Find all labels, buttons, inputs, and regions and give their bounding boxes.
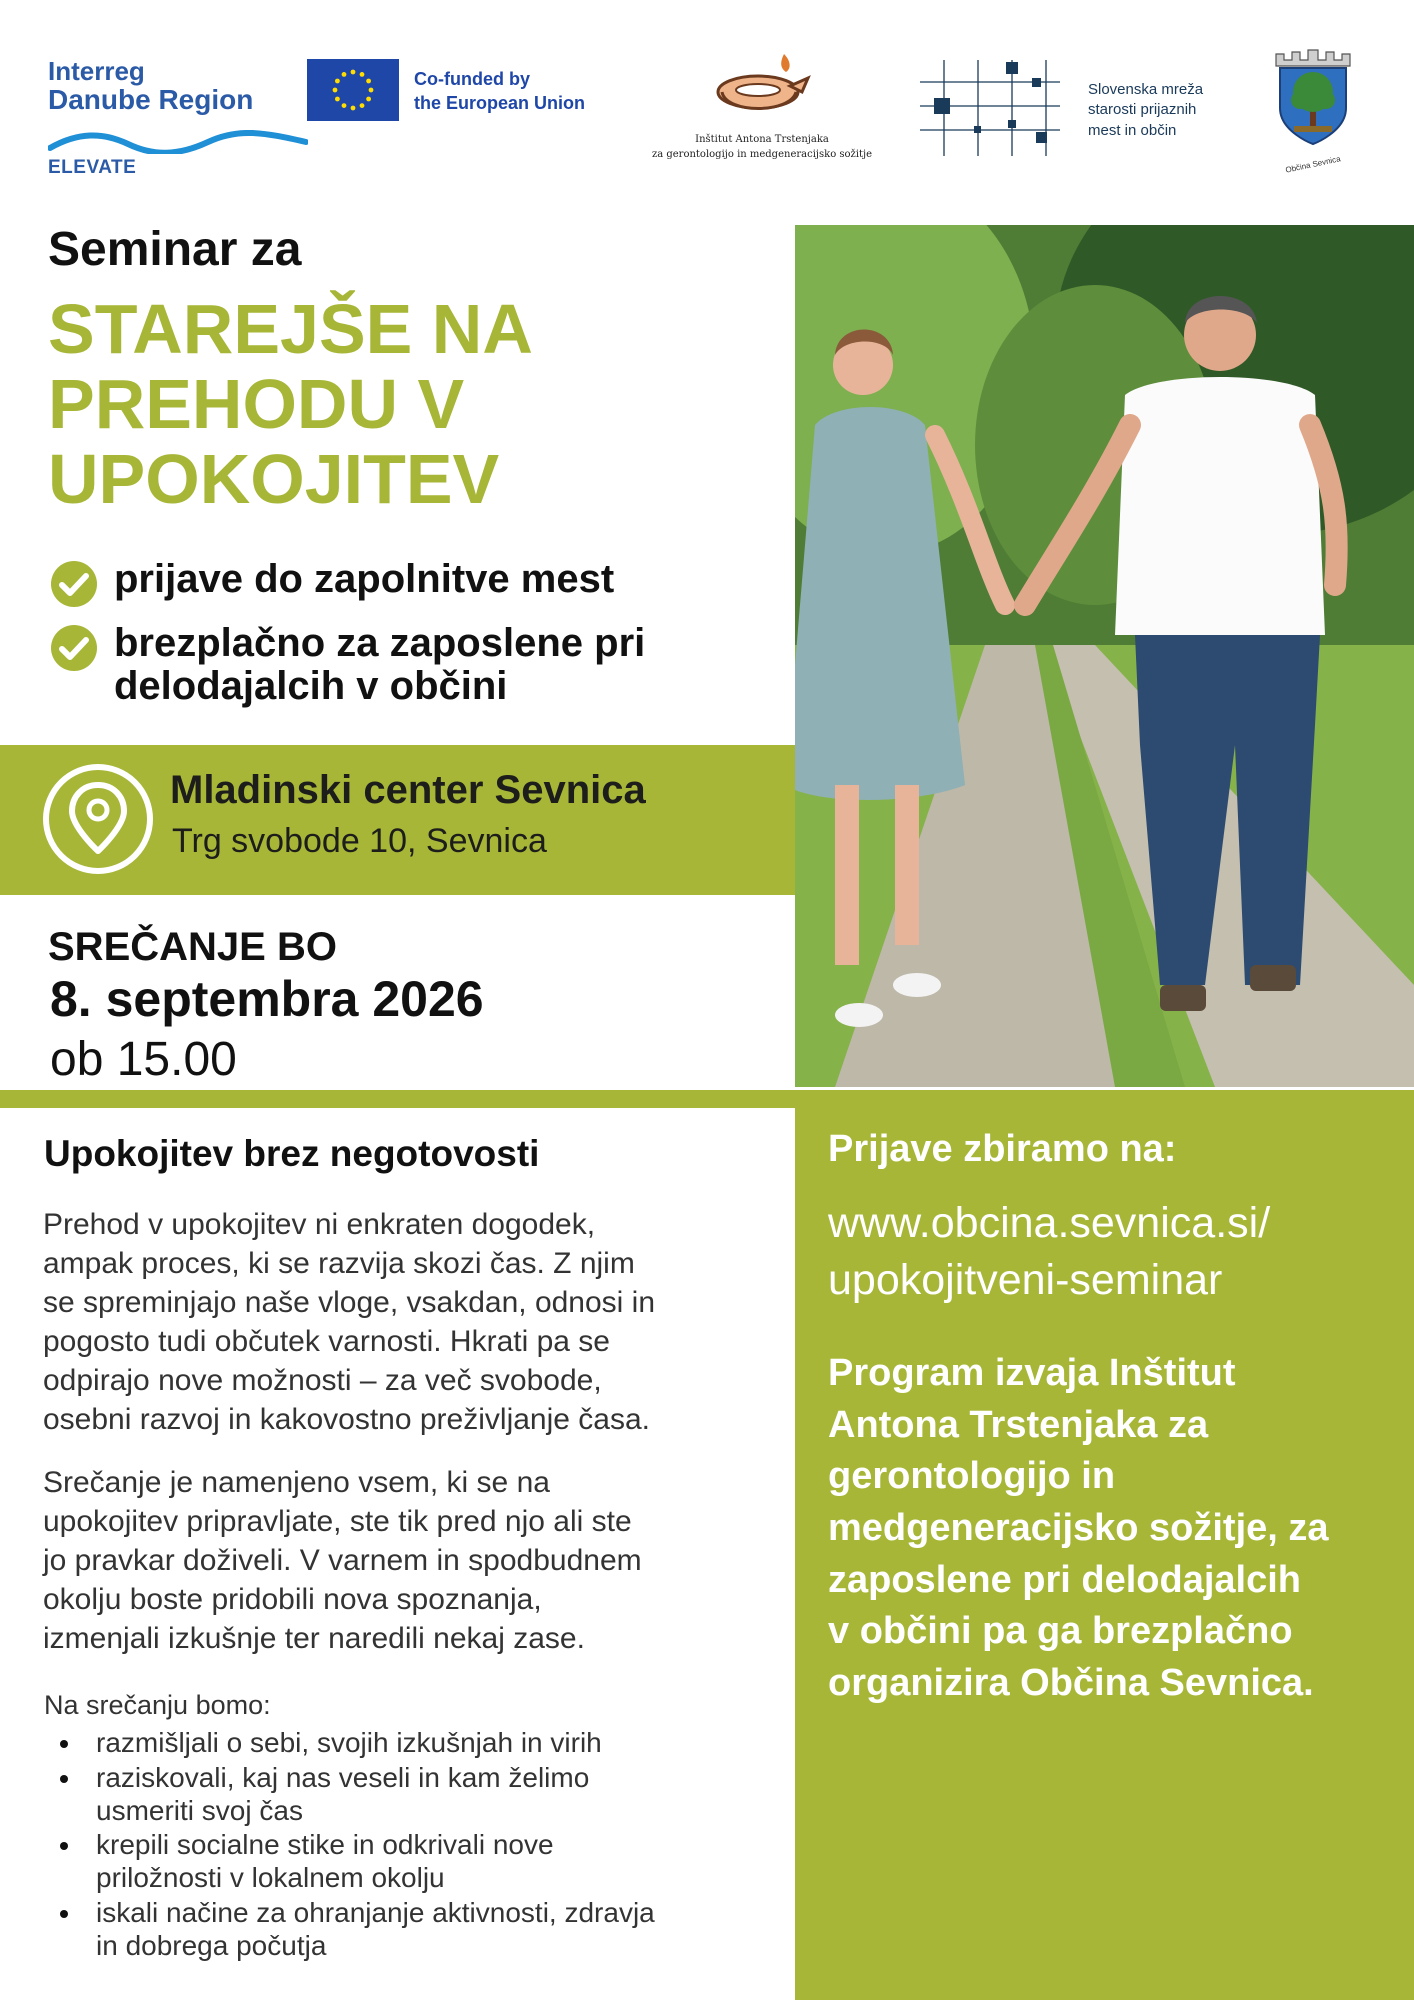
meeting-label: SREČANJE BO [48,925,337,969]
location-name: Mladinski center Sevnica [170,768,646,812]
network-text: Slovenska mreža starosti prijaznih mest in občin [1088,81,1204,139]
crest-icon [1270,44,1356,154]
interreg-wordmark: Interreg [48,56,145,86]
couple-walking-photo [795,225,1414,1087]
meeting-time: ob 15.00 [50,1033,237,1086]
list-item: krepili socialne stike in odkrivali nove priložnosti v lokalnem okolju [44,1829,764,1895]
program-description: Program izvaja Inštitut Antona Trstenjaka za gerontologijo in medgeneracijsko sožitje, za zaposlene pri delodajalcih v občini pa ga brezplačno organizira Občina Sevnica. [828,1352,1329,1705]
elevate-label: ELEVATE [48,157,137,178]
oil-lamp-icon [710,48,814,126]
check-circle-icon [50,560,98,608]
highlight-item: prijave do zapolnitve mest [50,558,780,608]
municipality-crest [1270,44,1356,175]
list-item: raziskovali, kaj nas veseli in kam želimo usmeriti svoj čas [44,1762,764,1828]
meeting-date: 8. septembra 2026 [50,971,484,1027]
danube-region-wordmark: Danube Region [48,84,254,115]
location-pin-icon [42,763,154,875]
crest-caption: Občina Sevnica [1284,154,1342,175]
check-circle-icon [50,624,98,672]
location-address: Trg svobode 10, Sevnica [172,822,547,860]
activities-heading: Na srečanju bomo: [44,1690,271,1720]
page-title: STAREJŠE NA PREHODU V UPOKOJITEV [48,290,533,518]
list-item: iskali načine za ohranjanje aktivnosti, zdravja in dobrega počutja [44,1897,764,1963]
network-grid-icon [920,60,1060,156]
wave-icon [48,130,308,154]
registration-link[interactable]: www.obcina.sevnica.si/ upokojitveni-seminar [828,1199,1271,1304]
eu-cofunded-text: Co-funded by the European Union [414,69,585,114]
institute-logo: Inštitut Antona Trstenjaka za gerontologijo in medgeneracijsko sožitje [642,48,882,161]
content-title: Upokojitev brez negotovosti [44,1133,540,1174]
list-item: razmišljali o sebi, svojih izkušnjah in virih [44,1727,764,1760]
section-divider [0,1090,1414,1108]
intro-paragraph: Prehod v upokojitev ni enkraten dogodek, ampak proces, ki se razvija skozi čas. Z njim se spreminjajo naše vloge, vsakdan, odnosi in pogosto tudi občutek varnosti. Hkrati pa se odpirajo nove možnosti – za več svobode, osebni razvoj in kakovostno preživljanje časa. [43,1208,656,1436]
interreg-logo [48,58,308,177]
seminar-kicker: Seminar za [48,223,302,276]
audience-paragraph: Srečanje je namenjeno vsem, ki se na upokojitev pripravljate, ste tik pred njo ali ste jo pravkar doživeli. V varnem in spodbudnem okolju boste pridobili nova spoznanja, izmenjali izkušnje ter naredili nekaj zase. [43,1466,642,1655]
registration-heading: Prijave zbiramo na: [828,1128,1177,1170]
highlight-item: brezplačno za zaposlene pri delodajalcih v občini [50,622,780,708]
eu-flag-icon [307,59,399,121]
highlights-list [50,558,780,722]
activities-list [44,1727,764,1964]
